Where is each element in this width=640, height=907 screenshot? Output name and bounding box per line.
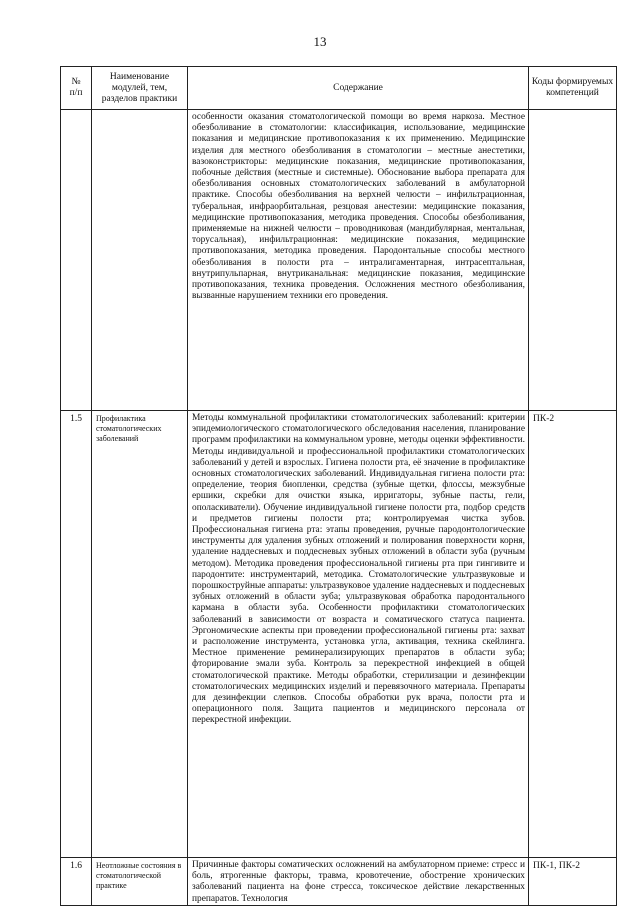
page-number: 13 (313, 34, 327, 49)
row-module-name: Профилактика стоматологических заболеваний (92, 411, 188, 858)
row-competency-codes (529, 110, 617, 411)
row-module-name: Неотложные состояния в стоматологической практике (92, 858, 188, 906)
table-row (61, 110, 617, 411)
row-content (188, 858, 529, 906)
row-module-name (92, 110, 188, 411)
row-content-text: особенности оказания стоматологической помощи во время наркоза. Местное обезболивание в стоматологии: классификация, использование, медицинские показания и медицинские противопоказания к их применению. Медицинские изделия для местного обезболивания в стоматологии – местные анестетики, вазоконстрикторы: медицинские показания, медицинские противопоказания, побочные действия (местные и системные). Обоснование выбора препарата для обезболивания основных стоматологических заболеваний в амбулаторной практике. Способы обезболивания на верхней челюсти – инфильтрационная, туберальная, инфраорбитальная, резцовая анестезии: медицинские показания, медицинские противопоказания, методика проведения. Способы обезболивания, применяемые на нижней челюсти – проводниковая (мандибулярная, ментальная, торусальная), инфильтрационная: медицинские показания, медицинские противопоказания, методика проведения. Пародонтальные способы местного обезболивания в полости рта – интралигаментарная, интрасептальная, внутрипульпарная, внутриканальная: медицинские показания, медицинские противопоказания, техника проведения. Осложнения местного обезболивания, вызванные нарушением техники его проведения. (192, 112, 525, 302)
row-content (188, 110, 529, 411)
header-num: № п/п (61, 67, 92, 110)
table-row (61, 411, 617, 858)
row-number (61, 110, 92, 411)
table-header-row (61, 67, 617, 110)
row-number: 1.6 (61, 858, 92, 906)
row-competency-codes: ПК-1, ПК-2 (529, 858, 617, 906)
row-content (188, 411, 529, 858)
header-content: Содержание (188, 67, 529, 110)
row-content-text: Методы коммунальной профилактики стоматологических заболеваний: критерии эпидемиологического стоматологического обследования населения, планирование программ профилактики на коммунальном уровне, методы оценки эффективности. Методы индивидуальной и профессиональной профилактики стоматологических заболеваний у детей и взрослых. Гигиена полости рта, её значение в профилактике основных стоматологических заболеваний. Индивидуальная гигиена полости рта: определение, теория биопленки, средства (зубные щетки, флоссы, межзубные ершики, скребки для очистки языка, ирригаторы, зубные пасты, гели, ополаскиватели). Обучение индивидуальной гигиене полости рта, подбор средств и предметов гигиены полости рта; контролируемая чистка зубов. Профессиональная гигиена рта: этапы проведения, ручные пародонтологические инструменты для удаления зубных отложений и полирования поверхности корня, удаление наддесневых и поддесневых зубных отложений в области зуба (ручным методом). Методика проведения профессиональной гигиены рта при гингивите и пародонтите: инструментарий, методика. Стоматологические ультразвуковые и порошкоструйные аппараты: ультразвуковое удаление наддесневых и поддесневых зубных отложений в области зуба; ультразвуковая обработка пародонтального кармана в области зуба. Особенности профилактики стоматологических заболеваний в зависимости от возраста и соматического статуса пациента. Эргономические аспекты при проведении профессиональной гигиены рта: захват и расположение инструмента, установка угла, активация, техника скейлинга. Местное применение реминерализирующих препаратов в области зуба; фторирование эмали зуба. Контроль за перекрестной инфекцией в общей стоматологической практике. Методы обработки, стерилизации и дезинфекции стоматологических медицинских изделий и перевязочного материала. Препараты для дезинфекции слепков. Способы обработки рук врача, полости рта и операционного поля. Защита пациентов и медицинского персонала от перекрестной инфекции. (192, 413, 525, 726)
header-codes: Коды формируемых компетенций (529, 67, 617, 110)
table-row (61, 858, 617, 906)
practice-content-table (60, 66, 617, 906)
row-competency-codes: ПК-2 (529, 411, 617, 858)
row-content-text: Причинные факторы соматических осложнений на амбулаторном приеме: стресс и боль, ятрогенные факторы, травма, кровотечение, обострение хронических заболеваний пациента на фоне стресса, токсическое действие лекарственных препаратов. Технология (192, 860, 525, 904)
header-module: Наименование модулей, тем, разделов практики (92, 67, 188, 110)
row-number: 1.5 (61, 411, 92, 858)
